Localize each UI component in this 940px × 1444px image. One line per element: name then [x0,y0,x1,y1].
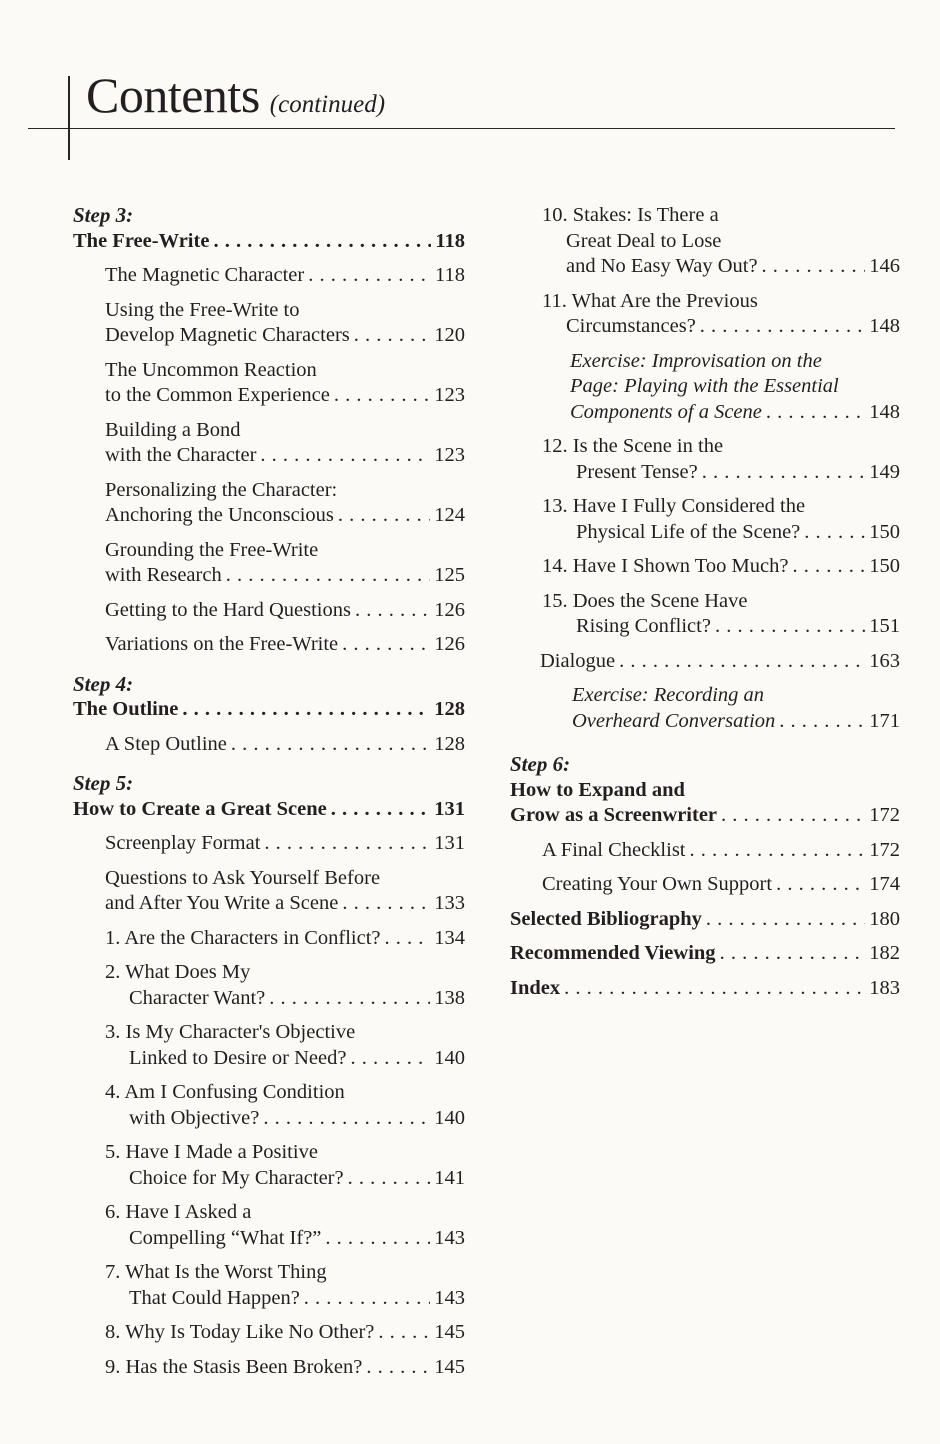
toc-page-number: 163 [869,649,900,672]
toc-page-number: 138 [434,986,465,1009]
toc-question-number: 9. [105,1355,121,1378]
toc-entry[interactable] [73,732,465,758]
toc-entry-label: Circumstances? [566,315,696,337]
toc-step5-heading [73,771,465,822]
toc-entry[interactable] [73,866,465,917]
toc-entry-label: Have I Shown Too Much? [572,555,789,577]
toc-step-title-row[interactable] [73,797,465,823]
toc-page-number: 118 [435,229,465,252]
toc-entry-label: Compelling “What If?” [129,1226,322,1249]
toc-entry-label: Physical Life of the Scene? [576,520,801,543]
toc-leader [696,314,865,340]
toc-step-title-row[interactable] [73,229,465,255]
toc-entry[interactable] [73,598,465,624]
toc-question-number: 13. [542,495,568,517]
toc-entry[interactable] [73,538,465,589]
toc-question-entry[interactable] [510,203,900,280]
toc-leader [698,460,866,486]
toc-page-number: 118 [435,264,465,286]
toc-entry-label: to the Common Experience [105,384,330,406]
toc-step-title: Grow as a Screenwriter [510,804,718,826]
toc-step6-heading [510,752,900,829]
page-title-suffix: (continued) [269,91,386,118]
toc-entry[interactable] [73,358,465,409]
toc-step-title-row[interactable] [73,697,465,723]
toc-page-number: 128 [434,698,465,720]
toc-question-number: 2. [105,961,121,983]
toc-leader [702,907,865,933]
toc-leader [330,383,430,409]
toc-exercise-entry[interactable] [510,683,900,734]
toc-question-number: 7. [105,1261,121,1283]
toc-entry-label: Linked to Desire or Need? [129,1046,347,1069]
toc-backmatter-entry[interactable] [510,907,900,933]
toc-entry-label: Am I Confusing Condition [124,1081,345,1103]
toc-page-number: 134 [434,926,465,949]
toc-page-number: 124 [434,504,465,526]
toc-page-number: 131 [434,797,465,820]
toc-entry[interactable] [73,263,465,289]
toc-question-entry[interactable] [510,589,900,640]
toc-question-number: 5. [105,1141,121,1163]
toc-page-number: 151 [869,615,900,637]
toc-question-entry[interactable] [510,554,900,580]
toc-entry-label: The Magnetic Character [105,264,305,286]
toc-page-number: 145 [434,1321,465,1343]
toc-entry[interactable] [510,838,900,864]
header-vertical-rule [68,76,70,160]
toc-leader [304,263,431,289]
toc-question-number: 12. [542,435,568,457]
toc-page-number: 172 [869,804,900,826]
toc-entry[interactable] [73,632,465,658]
toc-entry-label: Character Want? [129,986,266,1009]
toc-entry-label: Have I Made a Positive [125,1141,318,1163]
toc-page-number: 120 [434,324,465,346]
toc-left-column [73,203,465,1389]
toc-question-entry[interactable] [73,1020,465,1071]
toc-entry-label: and No Easy Way Out? [566,255,758,277]
toc-entry-label: Using the Free-Write to [105,298,300,321]
toc-entry-label: Recommended Viewing [510,942,716,964]
toc-question-entry[interactable] [510,289,900,340]
toc-leader [717,803,865,829]
toc-page-number: 123 [434,384,465,406]
toc-entry-label: Overheard Conversation [572,709,776,732]
toc-leader [209,229,431,255]
toc-page-number: 183 [869,976,900,999]
toc-leader [762,400,865,426]
toc-leader [334,503,430,529]
toc-entry-label: Selected Bibliography [510,907,702,930]
toc-leader [615,649,865,675]
toc-question-entry[interactable] [510,434,900,485]
toc-question-number: 14. [542,555,568,577]
toc-leader [321,1226,430,1252]
toc-entry-label: Grounding the Free-Write [105,538,319,561]
toc-page-number: 149 [869,460,900,483]
toc-leader [227,732,430,758]
toc-leader [788,554,865,580]
toc-entry-label: Is the Scene in the [572,435,724,457]
toc-entry-label: Getting to the Hard Questions [105,598,351,621]
toc-page-number: 148 [869,400,900,423]
toc-entry-label: What Is the Worst Thing [125,1261,327,1283]
toc-page-number: 148 [869,315,900,337]
toc-entry-label: Present Tense? [576,460,698,483]
toc-page-number: 131 [434,832,465,854]
toc-entry-label: Dialogue [540,649,616,672]
toc-entry-label: Are the Characters in Conflict? [124,926,381,949]
toc-entry-label: A Final Checklist [542,838,686,861]
toc-leader [300,1286,430,1312]
toc-entry-label: What Are the Previous [571,289,758,312]
toc-step-title: How to Expand and [510,778,685,801]
toc-step-label: Step 6: [510,752,571,776]
toc-entry-label: Have I Fully Considered the [572,495,806,517]
toc-entry[interactable] [510,649,900,675]
toc-leader [758,254,866,280]
toc-entry-label: What Does My [125,961,251,983]
toc-step4-heading [73,672,465,723]
toc-leader [350,323,430,349]
toc-question-entry[interactable] [73,1355,465,1381]
toc-question-number: 3. [105,1021,121,1043]
toc-step-label: Step 5: [73,771,134,795]
toc-entry-label: Building a Bond [105,418,241,441]
toc-leader [346,1046,430,1072]
toc-leader [222,563,431,589]
toc-page-number: 125 [434,564,465,586]
toc-entry[interactable] [73,478,465,529]
toc-entry-label: with Research [105,564,222,586]
toc-entry-label: Have I Asked a [125,1201,252,1223]
toc-entry[interactable] [510,872,900,898]
toc-entry[interactable] [73,418,465,469]
toc-entry-label: That Could Happen? [129,1286,300,1309]
toc-question-entry[interactable] [510,494,900,545]
toc-question-entry[interactable] [73,960,465,1011]
toc-entry-label: A Step Outline [105,732,227,755]
toc-page-number: 126 [434,633,465,655]
toc-question-number: 4. [105,1081,121,1103]
toc-leader [711,614,865,640]
toc-page-number: 180 [869,907,900,930]
toc-question-number: 1. [105,926,121,949]
toc-leader [381,926,431,952]
toc-entry-label: Great Deal to Lose [566,229,722,252]
toc-leader [560,976,865,1002]
header-horizontal-rule [28,128,895,129]
toc-entry-label: Exercise: Improvisation on the [570,349,822,372]
toc-page-number: 150 [869,520,900,543]
toc-page-number: 140 [434,1046,465,1069]
toc-question-number: 6. [105,1201,121,1223]
toc-question-entry[interactable] [73,1140,465,1191]
toc-leader [256,443,430,469]
toc-leader [338,891,430,917]
toc-leader [686,838,866,864]
toc-entry-label: Index [510,976,561,999]
toc-step-title-row[interactable] [510,803,900,829]
toc-right-column [510,203,900,1010]
toc-leader [716,941,866,967]
toc-entry-label: Creating Your Own Support [542,873,773,895]
toc-entry-label: Exercise: Recording an [572,684,765,706]
toc-question-entry[interactable] [73,1260,465,1311]
toc-leader [351,598,430,624]
toc-leader [327,797,431,823]
toc-leader [265,986,430,1012]
toc-leader [259,1106,430,1132]
toc-entry-label: Questions to Ask Yourself Before [105,866,381,889]
toc-page-number: 140 [434,1106,465,1129]
toc-step-title: The Free-Write [73,229,210,252]
toc-page-number: 150 [869,555,900,577]
toc-leader [800,520,865,546]
toc-question-entry[interactable] [73,926,465,952]
toc-exercise-entry[interactable] [510,349,900,426]
toc-step3-heading [73,203,465,254]
toc-backmatter-entry[interactable] [510,941,900,967]
toc-leader [362,1355,430,1381]
toc-page-number: 143 [434,1286,465,1309]
toc-leader [344,1166,431,1192]
toc-leader [178,697,430,723]
toc-page-number: 143 [434,1226,465,1249]
toc-question-number: 10. [542,204,568,226]
toc-page-number: 126 [434,598,465,621]
toc-entry-label: Has the Stasis Been Broken? [125,1355,363,1378]
toc-entry-label: Develop Magnetic Characters [105,324,350,346]
toc-page-number: 145 [434,1355,465,1378]
toc-entry-label: Components of a Scene [570,400,762,423]
toc-page-number: 171 [869,709,900,732]
toc-step-label: Step 4: [73,671,134,696]
toc-question-entry[interactable] [73,1200,465,1251]
page-title [86,66,385,124]
toc-page-number: 128 [434,732,465,755]
toc-entry[interactable] [73,831,465,857]
toc-step-title: How to Create a Great Scene [73,797,327,820]
toc-page-number: 123 [434,444,465,466]
toc-question-number: 8. [105,1321,121,1343]
toc-entry-label: Is My Character's Objective [125,1021,356,1043]
toc-entry-label: Page: Playing with the Essential [570,375,839,397]
toc-entry-label: Does the Scene Have [572,589,748,612]
toc-question-entry[interactable] [73,1080,465,1131]
toc-entry-label: The Uncommon Reaction [105,358,317,381]
page-title-text: Contents [86,67,260,123]
toc-step-label: Step 3: [73,203,134,227]
toc-page-number: 133 [434,892,465,914]
toc-entry-label: Anchoring the Unconscious [105,504,334,526]
toc-question-entry[interactable] [73,1320,465,1346]
toc-page-number: 141 [434,1166,465,1189]
toc-backmatter-entry[interactable] [510,976,900,1002]
toc-entry-label: Screenplay Format [105,832,261,854]
toc-leader [772,872,865,898]
toc-leader [374,1320,430,1346]
toc-entry-label: and After You Write a Scene [105,892,339,914]
toc-entry[interactable] [73,298,465,349]
toc-entry-label: Why Is Today Like No Other? [125,1321,375,1343]
toc-leader [260,831,430,857]
toc-step-title: The Outline [73,698,179,720]
toc-leader [338,632,430,658]
toc-entry-label: Variations on the Free-Write [105,633,339,655]
toc-page-number: 182 [869,942,900,964]
toc-page-number: 174 [869,873,900,895]
toc-page-number: 146 [869,255,900,277]
toc-entry-label: Choice for My Character? [129,1166,344,1189]
toc-leader [775,709,865,735]
toc-entry-label: with Objective? [129,1106,260,1129]
toc-entry-label: Rising Conflict? [576,615,711,637]
toc-question-number: 15. [542,589,568,612]
toc-entry-label: Stakes: Is There a [572,204,719,226]
toc-entry-label: with the Character [105,444,257,466]
toc-page-number: 172 [869,838,900,861]
toc-question-number: 11. [542,289,567,312]
toc-entry-label: Personalizing the Character: [105,478,338,501]
